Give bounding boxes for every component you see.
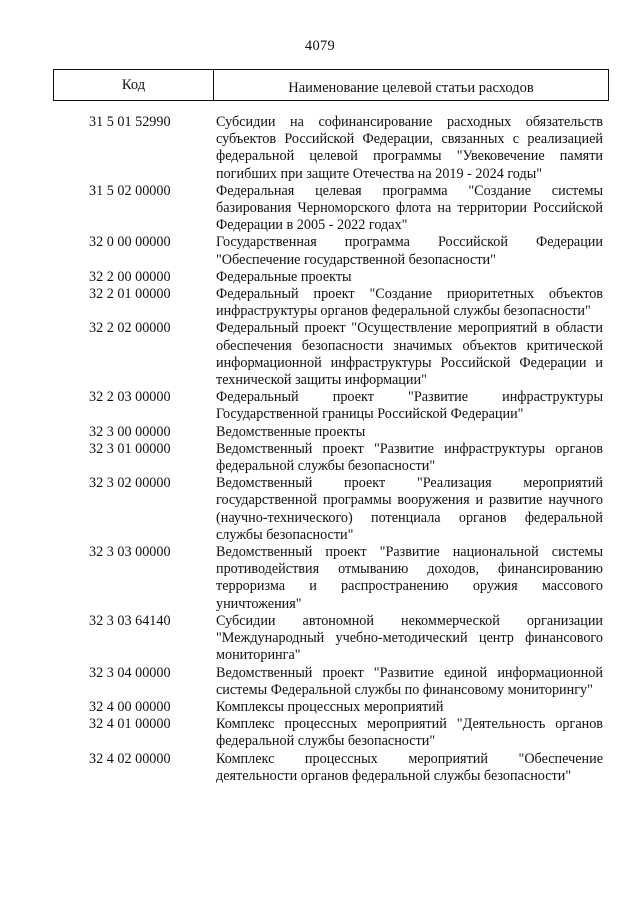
row-code: 31 5 02 00000 [89, 182, 171, 199]
row-code: 32 3 01 00000 [89, 440, 171, 457]
row-code: 32 3 03 00000 [89, 544, 171, 561]
row-name: Комплексы процессных мероприятий [216, 698, 444, 715]
table-row [53, 544, 609, 613]
table-row [53, 389, 609, 423]
row-code: 32 2 01 00000 [89, 286, 171, 303]
row-code: 32 0 00 00000 [89, 234, 171, 251]
row-code: 32 2 03 00000 [89, 389, 171, 406]
row-code: 32 3 00 00000 [89, 423, 171, 440]
table-row [53, 751, 609, 785]
table-row [53, 441, 609, 475]
table-row [53, 269, 609, 286]
row-name: Субсидии на софинансирование расходных обязательств субъектов Российской Федерации, связанных с реализацией федеральной целевой программы "Увековечение памяти погибших при защите Отечества на 2019 - 2024 годы" [216, 114, 603, 182]
row-code: 32 4 01 00000 [89, 716, 171, 733]
row-name: Ведомственные проекты [216, 423, 366, 440]
table-row [53, 114, 609, 183]
row-name: Федеральная целевая программа "Создание системы базирования Черноморского флота на территории Российской Федерации в 2005 - 2022 годах" [216, 182, 603, 234]
row-name: Ведомственный проект "Развитие инфраструктуры органов федеральной службы безопасности" [216, 440, 603, 475]
row-code: 32 2 00 00000 [89, 268, 171, 285]
table-row [53, 286, 609, 320]
row-code: 31 5 01 52990 [89, 114, 171, 130]
row-name: Федеральные проекты [216, 268, 352, 285]
row-name: Государственная программа Российской Федерации "Обеспечение государственной безопасности" [216, 234, 603, 268]
table-row [53, 699, 609, 716]
table-row [53, 320, 609, 389]
row-name: Федеральный проект "Осуществление мероприятий в области обеспечения безопасности значимых объектов критической информационной инфраструктуры Российской Федерации и технической защиты информации" [216, 320, 603, 389]
column-header-code: Код [54, 70, 214, 100]
row-code: 32 4 00 00000 [89, 698, 171, 715]
table-row [53, 424, 609, 441]
table-row [53, 475, 609, 544]
column-header-name: Наименование целевой статьи расходов [288, 79, 534, 96]
row-name: Федеральный проект "Развитие инфраструктуры Государственной границы Российской Федерации" [216, 389, 603, 423]
row-code: 32 3 02 00000 [89, 475, 171, 492]
row-name: Ведомственный проект "Развитие национальной системы противодействия отмыванию доходов, финансированию терроризма и распространению оружия массового уничтожения" [216, 544, 603, 612]
row-name: Ведомственный проект "Развитие единой информационной системы Федеральной службы по финансовому мониторингу" [216, 664, 603, 698]
table-row [53, 665, 609, 699]
table-row [53, 234, 609, 268]
row-name: Субсидии автономной некоммерческой организации "Международный учебно-методический центр финансового мониторинга" [216, 612, 603, 664]
table-row [53, 613, 609, 665]
table-row [53, 183, 609, 235]
row-code: 32 4 02 00000 [89, 750, 171, 767]
row-name: Федеральный проект "Создание приоритетных объектов инфраструктуры органов федеральной службы безопасности" [216, 286, 603, 320]
row-name: Комплекс процессных мероприятий "Обеспечение деятельности органов федеральной службы безопасности" [216, 750, 603, 784]
row-code: 32 3 03 64140 [89, 612, 171, 629]
page-number: 4079 [304, 38, 336, 54]
table-header [53, 69, 609, 101]
table-row [53, 716, 609, 750]
table-body [53, 114, 609, 785]
row-name: Комплекс процессных мероприятий "Деятельность органов федеральной службы безопасности" [216, 716, 603, 750]
row-code: 32 2 02 00000 [89, 320, 171, 337]
row-name: Ведомственный проект "Реализация мероприятий государственной программы вооружения и развитие научного (научно-технического) потенциала органов федеральной службы безопасности" [216, 475, 603, 543]
row-code: 32 3 04 00000 [89, 664, 171, 681]
